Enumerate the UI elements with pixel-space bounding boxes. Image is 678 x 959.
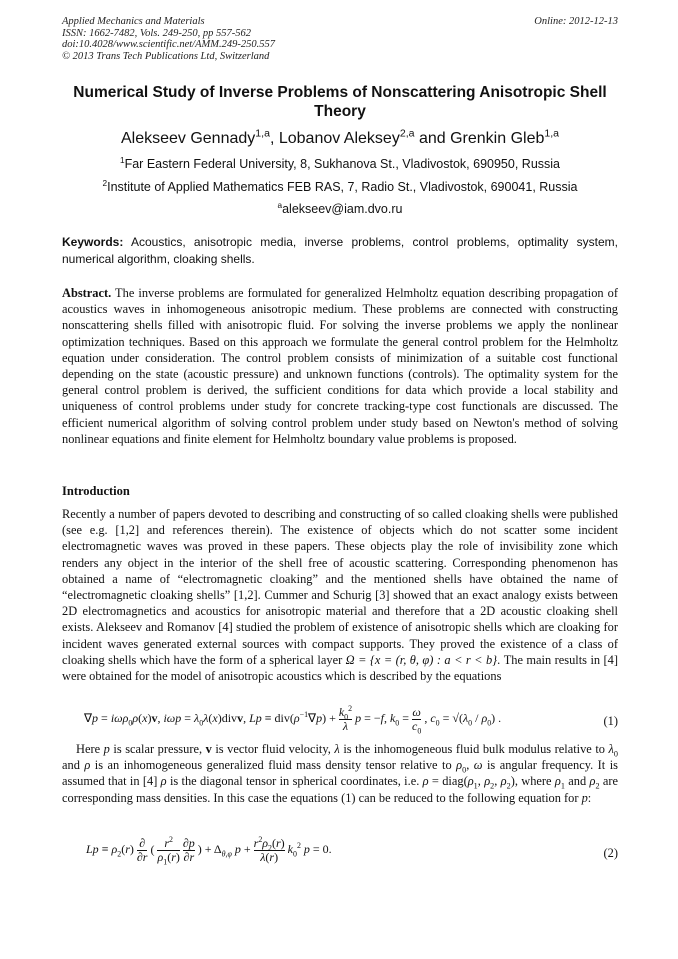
affiliation-mark: 2 [102,178,108,188]
section-heading: Introduction [62,484,130,498]
equation-2: $Lp \equiv \rho_2(r)$ ∂ ∂r ( $\frac{r^2}{\rho_1(r)}$ $\frac{\partial p}{\partial r}$ ) + $\Delta_{\theta,\varphi}$ p + $\frac{r^2\rho_2(r)}{\lambda(r)}$ $k_0^2$ p = 0. [86,835,332,867]
keywords-label: Keywords: [62,235,124,249]
text-run: and [62,758,85,773]
author-name: Grenkin Gleb [450,130,545,147]
text-run: = diag( [428,774,468,789]
text-run: : [587,790,592,805]
affiliation-text: Institute of Applied Mathematics FEB RAS, 7, Radio St., Vladivostok, 690041, Russia [107,180,578,194]
text-run: are corresponding mass densities. In this case the equations (1) can be reduced to the following equation for [62,774,618,805]
affiliation-2 [62,179,618,195]
text-run: is scalar pressure, [109,742,206,756]
author-separator: , [269,130,279,147]
abstract-label: Abstract. [62,286,112,300]
abstract [62,285,618,447]
author-affiliation-mark: 1,a [544,127,560,140]
journal-name: Applied Mechanics and Materials [62,16,205,27]
online-date: Online: 2012-12-13 [534,16,618,27]
doi: doi:10.4028/www.scientific.net/AMM.249-250.557 [62,39,275,51]
intro-text-end: . The main results in [4] were obtained for the model of anisotropic acoustics which is described by the equations [62,652,618,684]
text-run: , [466,758,474,773]
equation-1: ∇p = iωρ$_0$ρ(x)v, $i\omega p = \lambda_0\lambda(x)divv$, $Lp \equiv div(\rho^{-1}\nabla p)$ + $\frac{k_0^2}{\lambda}$ p = −f, $k_0$ = $\frac{\omega}{c_0}$ , $c_0 = √(\lambda_0 / \rho_0)$ . [84,704,502,736]
author-list [62,129,618,149]
email-mark: a [277,200,283,210]
equation-2-number: (2) [603,846,618,860]
author-affiliation-mark: 2,a [399,127,415,140]
text-run: ), where [510,774,555,789]
text-run: is angular frequency. It is assumed that in [4] [62,758,618,789]
copyright: © 2013 Trans Tech Publications Ltd, Switzerland [62,50,270,62]
layer-definition: Ω = {x = (r, θ, φ) : a < r < b} [345,652,498,667]
affiliation-1 [62,156,618,172]
intro-text: Recently a number of papers devoted to describing and constructing of so called cloaking shells were published (see e.g. [1,2] and references therein). The existence of objects which do not scatter some incident electromagnetic waves was proved in these papers. These objects play the role of invisibility zone which renders any object in the interior of the shell free of acoustic scattering. Corresponding phenomenon has obtained a name of “electromagnetic cloaking” and the mentioned shells have obtained the name of “electromagnetic cloaking shells” [1,2]. Cummer and Schurig [3] showed that an exact analogy exists between 2D electromagnetics and acoustics for anisotropic material and therefore that a 2D acoustic cloaking shell exists. Alekseev and Romanov [4] studied the problem of existence of anisotropic shells which are cloaking for incident waves generated external sources with compact supports. They proved the existence of a class of cloaking shells which have the form of a spherical layer [62,507,618,667]
author-separator: and [414,130,451,147]
text-run: is an inhomogeneous generalized fluid mass density tensor relative to [90,758,457,773]
text-run: is vector fluid velocity, [211,742,335,756]
keywords [62,234,618,268]
equation-1-number: (1) [603,714,618,728]
paper-title: Numerical Study of Inverse Problems of Nonscattering Anisotropic Shell Theory [73,84,607,120]
journal-header [62,16,618,62]
author-affiliation-mark: 1,a [255,127,270,140]
text-run: is the diagonal tensor in spherical coordinates, i.e. [166,774,423,789]
affiliation-text: Far Eastern Federal University, 8, Sukhanova St., Vladivostok, 690950, Russia [124,157,560,171]
email-address[interactable]: alekseev@iam.dvo.ru [282,202,403,216]
intro-paragraph-2: Here p is scalar pressure, v is vector fluid velocity, λ is the inhomogeneous fluid bulk modulus relative to $\lambda_0$ and ρ is an inhomogeneous generalized fluid mass density tensor relative to $\rho_0$, ω is angular frequency. It is assumed that in [4] ρ is the diagonal tensor in spherical coordinates, i.e. $\rho = diag(\rho_1$, $\rho_2$, $\rho_2$), where $\rho_1$ and $\rho_2$ are corresponding mass densities. In this case the equations (1) can be reduced to the following equation for p: [62,742,619,805]
abstract-text: The inverse problems are formulated for generalized Helmholtz equation describing propagation of acoustics waves in inhomogeneous anisotropic medium. These problems are connected with constructing nonscattering shells filled with anisotropic fluid. For solving the inverse problems we apply the nonlinear optimization techniques. Based on this approach we formulate the general control problem for the Helmholtz equation under consideration. The control problem consists of minimization of a suitable cost functional depending on the state (acoustic pressure) and unknown functions (controls). The optimality system for the general control problem is derived, the sufficient conditions for data which provide a local stability and uniqueness of control problems under study for concrete tracking-type cost functionals are discussed. The efficient numerical algorithm of solving control problem under study based on Newton's method of solving nonlinear equations and finite element for Helmholtz boundary value problems is proposed. [62,286,618,446]
text-run: and [564,774,590,789]
text-run: Here [76,742,104,756]
keywords-text: Acoustics, anisotropic media, inverse problems, control problems, optimality system, numerical algorithm, cloaking shells. [62,235,618,266]
issn: ISSN: 1662-7482, Vols. 249-250, pp 557-562 [62,27,251,39]
intro-paragraph [62,506,618,684]
author-name: Lobanov Aleksey [278,130,400,147]
affiliation-mark: 1 [120,155,125,165]
email-line [62,201,618,217]
text-run: is the inhomogeneous fluid bulk modulus relative to [339,742,609,756]
author-name: Alekseev Gennady [120,130,256,147]
